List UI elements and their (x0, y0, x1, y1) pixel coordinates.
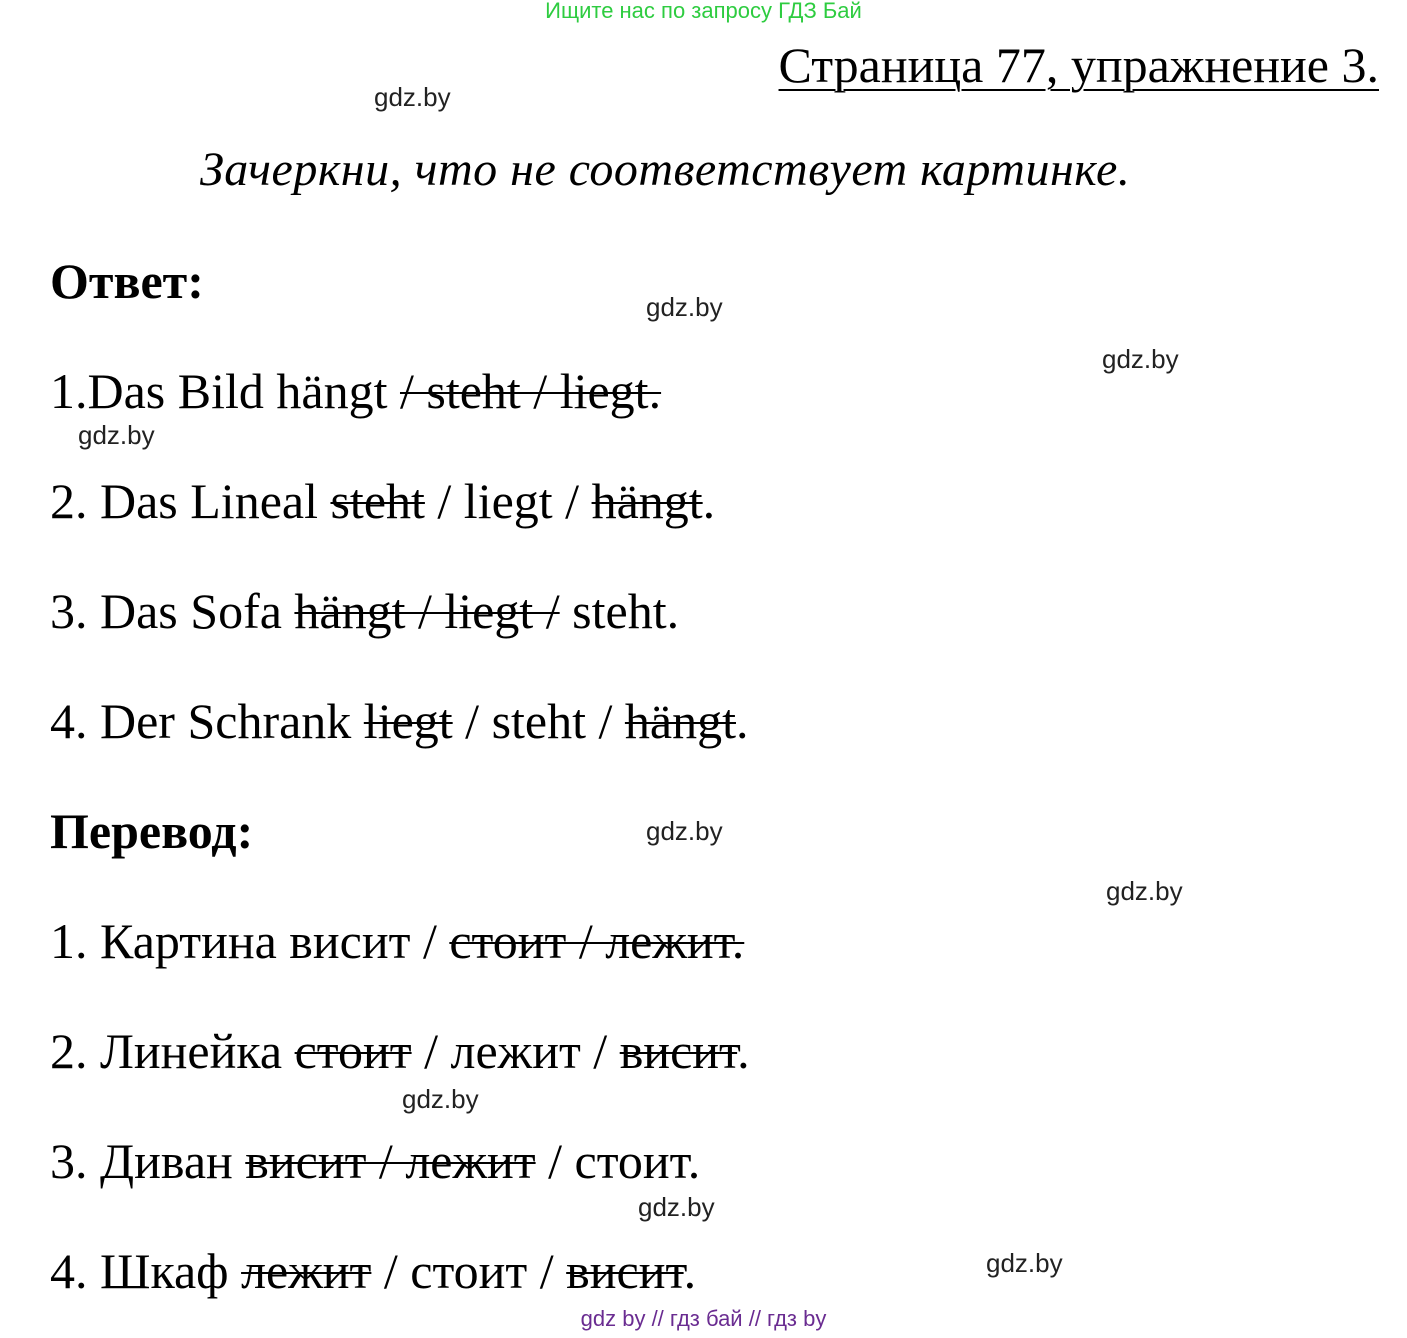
struck-text: liegt (363, 693, 453, 749)
watermark: gdz.by (986, 1248, 1063, 1278)
struck-text: висит / лежит (245, 1133, 536, 1189)
watermark: gdz.by (638, 1192, 715, 1222)
struck-text: hängt (624, 693, 736, 749)
translation-line-2: 2. Линейка стоит / лежит / висит. (50, 1023, 750, 1079)
answer-title: Ответ: (50, 253, 204, 309)
watermark: gdz.by (646, 816, 723, 846)
struck-text: steht (330, 473, 425, 529)
watermark: gdz.by (78, 420, 155, 450)
footer-links[interactable]: gdz by // гдз бай // гдз by (580, 1306, 827, 1331)
struck-text: висит (566, 1243, 684, 1299)
struck-text: стоит (294, 1023, 412, 1079)
page-heading: Страница 77, упражнение 3. (778, 37, 1379, 93)
answer-line-4: 4. Der Schrank liegt / steht / hängt. (50, 693, 749, 749)
struck-text: висит (619, 1023, 738, 1079)
struck-text: лежит (241, 1243, 372, 1299)
watermark: gdz.by (1102, 344, 1179, 374)
top-banner-link[interactable]: Ищите нас по запросу ГДЗ Бай (545, 0, 862, 23)
translation-line-1: 1. Картина висит / стоит / лежит. (50, 913, 745, 969)
struck-text: hängt (591, 473, 703, 529)
watermark: gdz.by (374, 82, 451, 112)
watermark: gdz.by (1106, 876, 1183, 906)
translation-title: Перевод: (50, 803, 254, 859)
struck-text: hängt / liegt / (294, 583, 560, 639)
watermark: gdz.by (646, 292, 723, 322)
translation-line-4: 4. Шкаф лежит / стоит / висит. (50, 1243, 697, 1299)
struck-text: стоит / лежит. (449, 913, 745, 969)
struck-text: / steht / liegt. (399, 363, 662, 419)
answer-line-2: 2. Das Lineal steht / liegt / hängt. (50, 473, 716, 529)
answer-line-3: 3. Das Sofa hängt / liegt / steht. (50, 583, 680, 639)
translation-line-3: 3. Диван висит / лежит / стоит. (50, 1133, 701, 1189)
answer-line-1: 1.Das Bild hängt / steht / liegt. (50, 363, 662, 419)
task-instruction: Зачеркни, что не соответствует картинке. (200, 143, 1131, 196)
watermark: gdz.by (402, 1084, 479, 1114)
